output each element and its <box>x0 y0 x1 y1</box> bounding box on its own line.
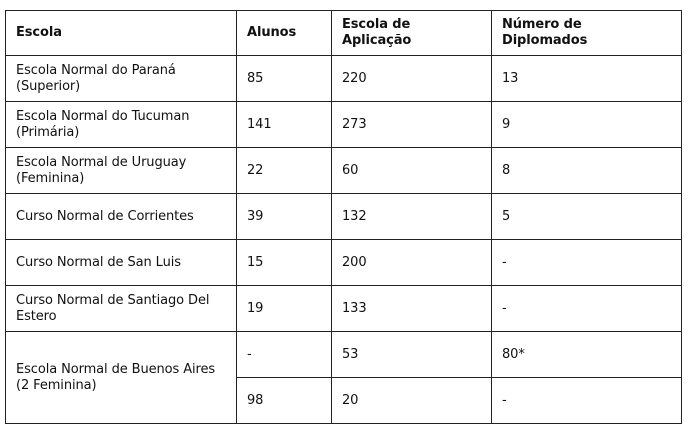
cell-alunos: 98 <box>237 378 332 424</box>
header-row <box>6 11 682 56</box>
cell-escola: Curso Normal de San Luis <box>6 240 237 286</box>
table-row <box>6 332 682 378</box>
cell-diplomados: - <box>492 240 682 286</box>
table-row <box>6 148 682 194</box>
cell-escola-de-aplicacao: 200 <box>332 240 492 286</box>
schools-table <box>5 10 682 424</box>
cell-escola-de-aplicacao: 53 <box>332 332 492 378</box>
cell-alunos: 22 <box>237 148 332 194</box>
cell-alunos: - <box>237 332 332 378</box>
cell-diplomados: 80* <box>492 332 682 378</box>
cell-escola-de-aplicacao: 60 <box>332 148 492 194</box>
header-escola: Escola <box>6 11 237 56</box>
cell-diplomados: 8 <box>492 148 682 194</box>
table-row <box>6 56 682 102</box>
cell-escola: Curso Normal de Corrientes <box>6 194 237 240</box>
cell-alunos: 15 <box>237 240 332 286</box>
cell-diplomados: - <box>492 286 682 332</box>
cell-escola-de-aplicacao: 273 <box>332 102 492 148</box>
table-row <box>6 102 682 148</box>
cell-escola: Curso Normal de Santiago Del Estero <box>6 286 237 332</box>
cell-alunos: 19 <box>237 286 332 332</box>
cell-escola: Escola Normal de Buenos Aires (2 Feminina) <box>6 332 237 424</box>
header-alunos: Alunos <box>237 11 332 56</box>
cell-escola-de-aplicacao: 220 <box>332 56 492 102</box>
cell-diplomados: 9 <box>492 102 682 148</box>
cell-alunos: 141 <box>237 102 332 148</box>
cell-escola: Escola Normal do Tucuman (Primária) <box>6 102 237 148</box>
cell-diplomados: 13 <box>492 56 682 102</box>
cell-escola-de-aplicacao: 133 <box>332 286 492 332</box>
cell-escola-de-aplicacao: 132 <box>332 194 492 240</box>
cell-escola-de-aplicacao: 20 <box>332 378 492 424</box>
table-row <box>6 240 682 286</box>
cell-escola: Escola Normal do Paraná (Superior) <box>6 56 237 102</box>
table-row <box>6 286 682 332</box>
cell-alunos: 39 <box>237 194 332 240</box>
cell-diplomados: 5 <box>492 194 682 240</box>
table-row <box>6 194 682 240</box>
cell-escola: Escola Normal de Uruguay (Feminina) <box>6 148 237 194</box>
header-escola-de-aplicacao: Escola de Aplicação <box>332 11 492 56</box>
cell-alunos: 85 <box>237 56 332 102</box>
cell-diplomados: - <box>492 378 682 424</box>
header-numero-de-diplomados: Número de Diplomados <box>492 11 682 56</box>
